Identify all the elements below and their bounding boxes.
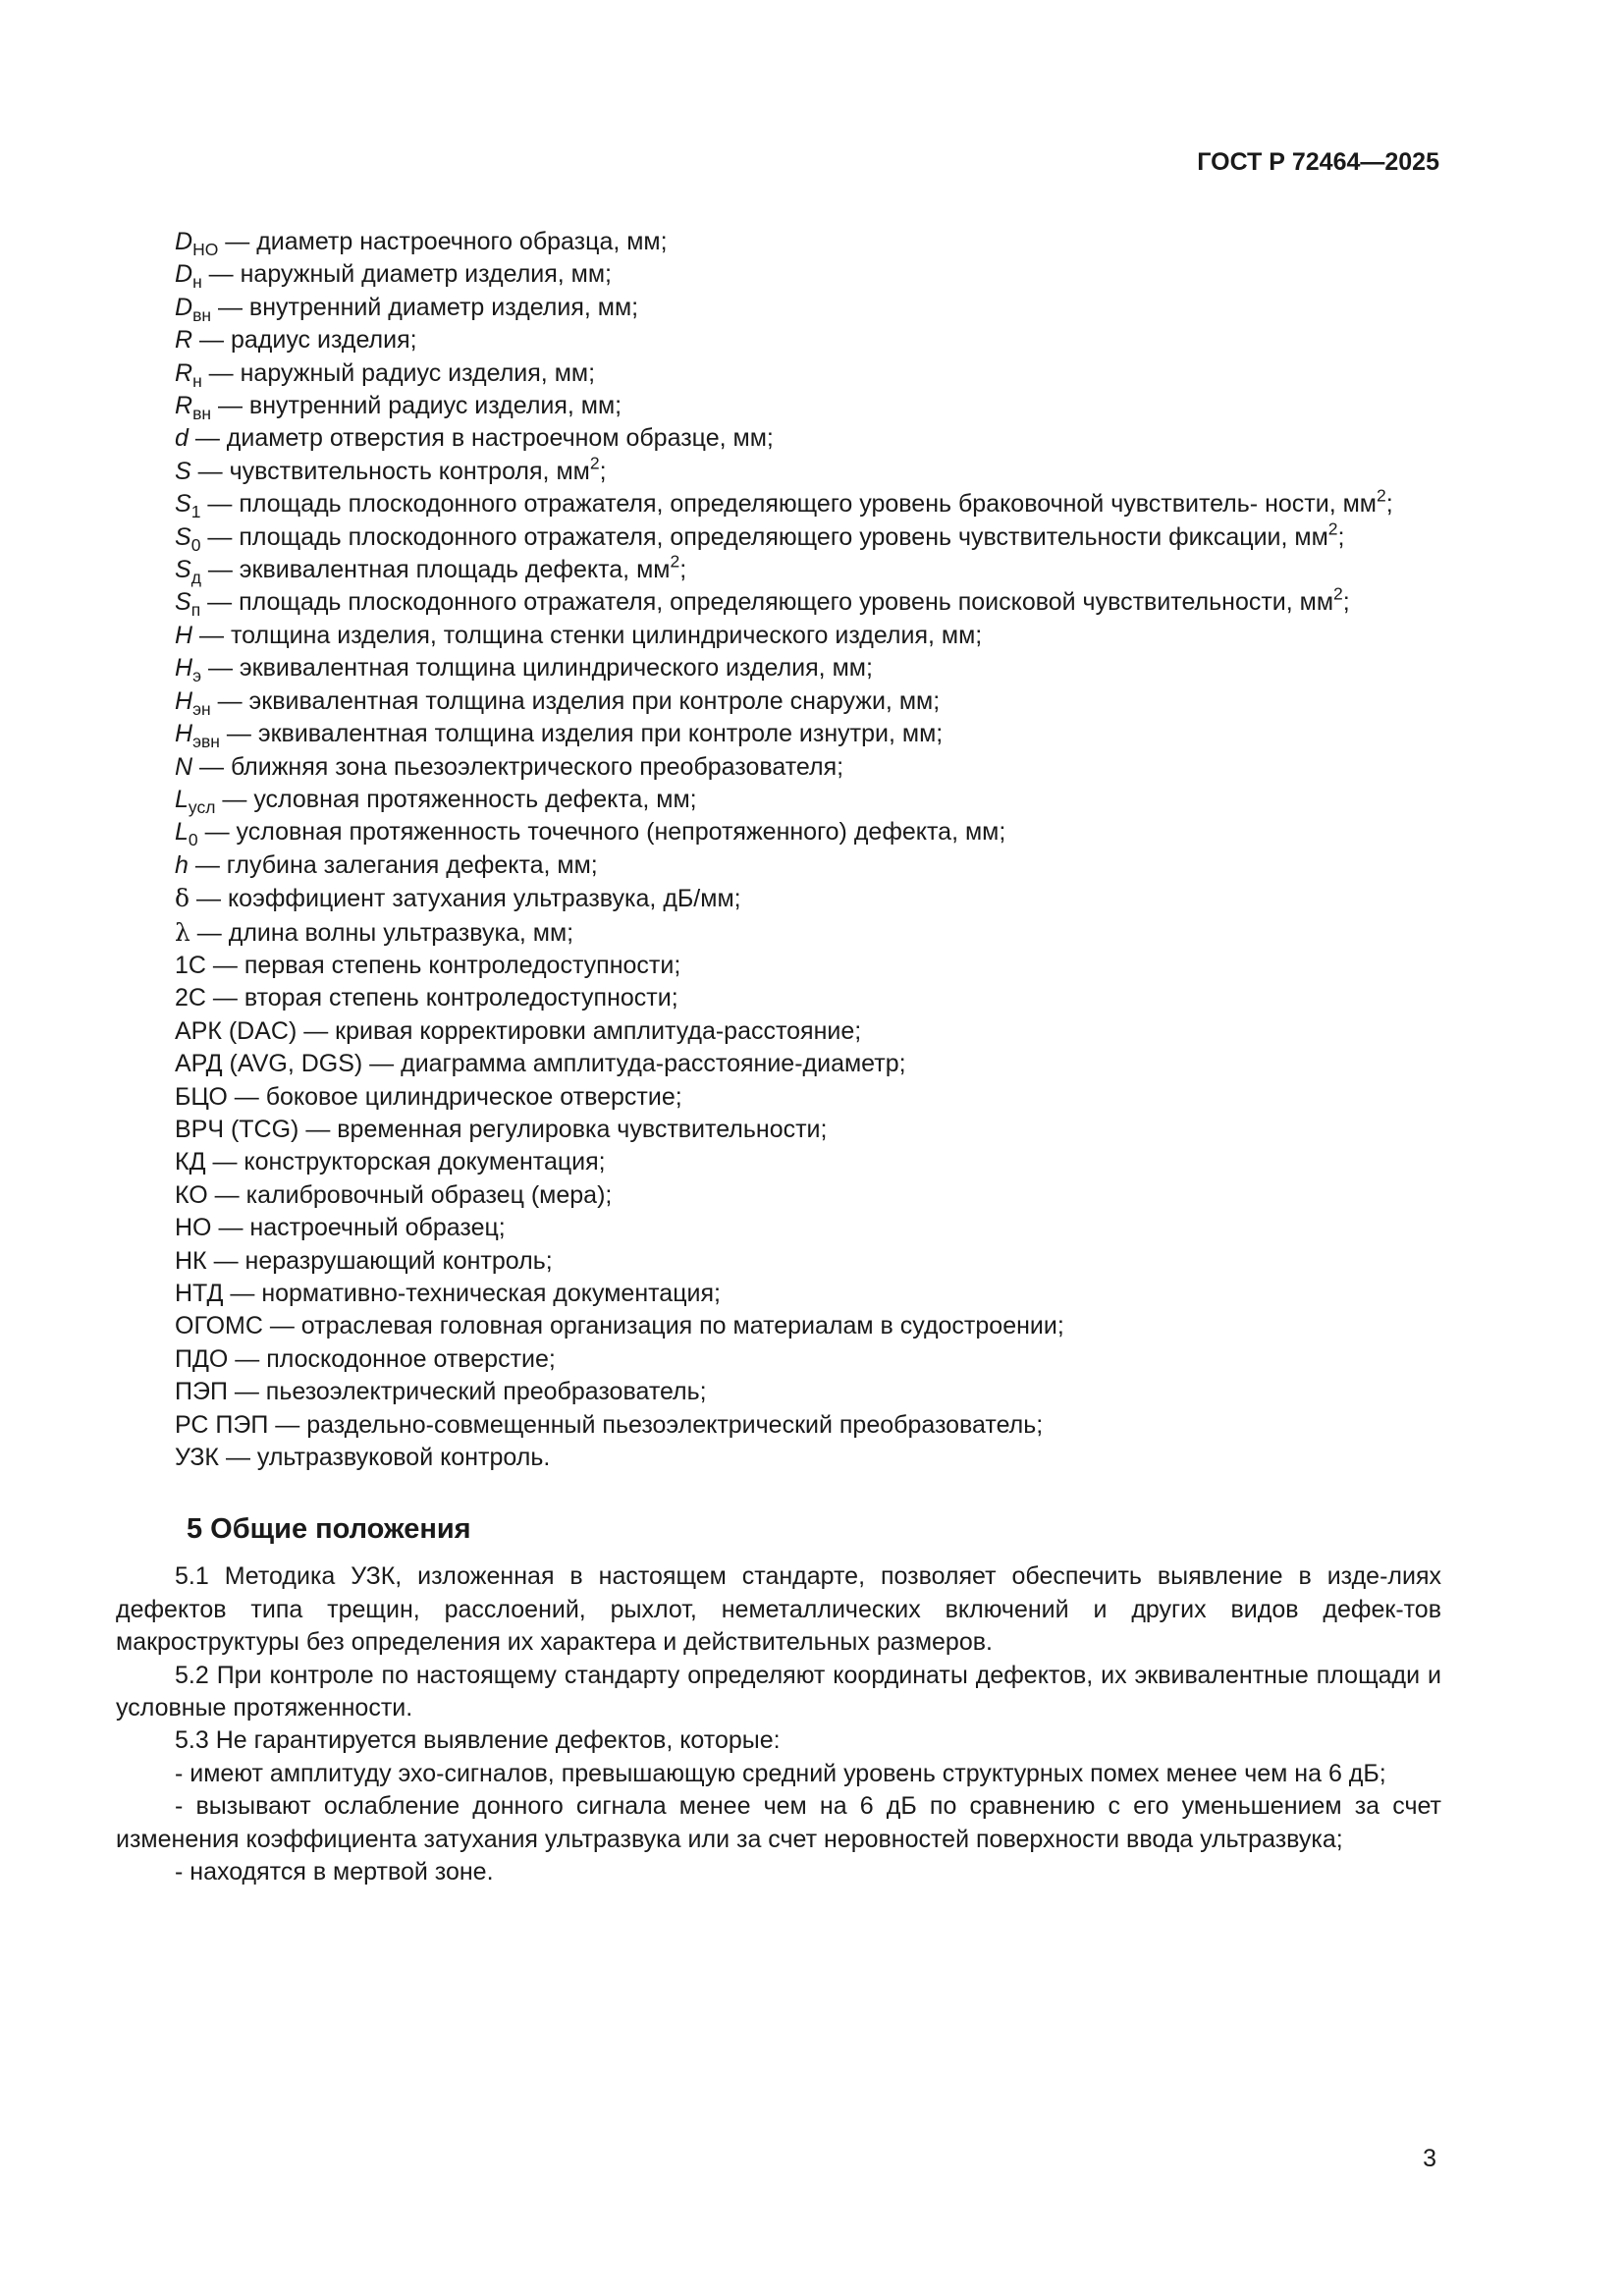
symbol: R (175, 392, 193, 420)
abbreviation-definition: КД — конструкторская документация; (175, 1148, 606, 1176)
symbol-description: — глубина залегания дефекта, мм; (188, 850, 598, 879)
symbol-description: — эквивалентная толщина цилиндрического изделия, мм; (201, 654, 873, 683)
symbol-description-continued: мм (1294, 522, 1328, 551)
symbol-definition (116, 816, 1441, 848)
abbreviation-definition: ПДО — плоскодонное отверстие; (175, 1344, 556, 1373)
unit-superscript: 2 (1327, 519, 1338, 539)
punctuation: ; (599, 457, 607, 485)
symbol: S (175, 457, 191, 485)
symbol-subscript: 1 (190, 502, 201, 522)
symbol-subscript: 0 (190, 534, 201, 555)
abbreviation-definition: КО — калибровочный образец (мера); (175, 1180, 613, 1209)
symbol-description: — площадь плоскодонного отражателя, определяющего уровень чувствительности фиксации, (200, 522, 1288, 551)
abbreviation-definition: ОГОМС — отраслевая головная организация по материалам в судостроении; (175, 1312, 1064, 1340)
symbol-definition (116, 652, 1441, 684)
symbol-definition (116, 226, 1441, 258)
symbol-description: — площадь плоскодонного отражателя, определяющего уровень поисковой чувствительности, (200, 588, 1293, 617)
symbol: λ (175, 917, 190, 947)
symbol-subscript: эвн (192, 732, 220, 752)
symbol-description: — чувствительность контроля, мм (190, 457, 590, 485)
symbol-subscript: д (190, 568, 201, 588)
abbreviation-definition: АРД (AVG, DGS) — диаграмма амплитуда-расстояние-диаметр; (175, 1050, 906, 1078)
symbol-subscript: н (192, 272, 202, 293)
symbol-definition (116, 390, 1441, 422)
symbol: H (175, 686, 193, 715)
symbol-subscript: п (190, 600, 201, 621)
abbreviation-definition: БЦО — боковое цилиндрическое отверстие; (175, 1082, 682, 1111)
symbol: h (175, 850, 189, 879)
symbol-definition (116, 916, 1441, 950)
symbol-description: — диаметр отверстия в настроечном образце, мм; (188, 424, 774, 453)
symbol-description: — эквивалентная площадь дефекта, мм (200, 556, 671, 584)
symbol-description: — длина волны ультразвука, мм; (189, 918, 574, 947)
section-title: 5 Общие положения (187, 1513, 471, 1546)
symbol: R (175, 358, 193, 387)
abbreviation-definition: ВРЧ (TCG) — временная регулировка чувствительности; (175, 1115, 828, 1143)
symbol-definition (116, 583, 1441, 621)
symbol-definition (116, 620, 1441, 652)
symbols-list (116, 226, 1441, 950)
symbol-description: — эквивалентная толщина изделия при контроле изнутри, мм; (219, 720, 944, 748)
symbol-description: — условная протяженность дефекта, мм; (215, 785, 697, 813)
symbol-definition (116, 685, 1441, 718)
paragraph-5-2: 5.2 При контроле по настоящему стандарту определяют координаты дефектов, их эквивалентные площади и условные протяженности. (116, 1661, 1441, 1722)
symbol-definition (116, 258, 1441, 291)
abbreviation-definition: НО — настроечный образец; (175, 1214, 506, 1242)
symbol-subscript: 0 (188, 830, 198, 850)
abbreviations-list (116, 950, 1441, 1475)
symbol-definition (116, 551, 1441, 588)
unit-superscript: 2 (670, 551, 680, 572)
symbol-subscript: усл (188, 797, 216, 818)
symbol-subscript: вн (192, 404, 212, 424)
symbol-definition (116, 453, 1441, 488)
page-number: 3 (1423, 2145, 1436, 2172)
abbreviation-definition: РС ПЭП — раздельно-совмещенный пьезоэлектрический преобразователь; (175, 1410, 1044, 1439)
paragraph-5-1: 5.1 Методика УЗК, изложенная в настоящем стандарте, позволяет обеспечить выявление в изде-лиях дефектов типа трещин, расслоений, рыхлот, неметаллических включений и других видов дефек-тов макроструктуры без определения их характера и действительных размеров. (116, 1562, 1441, 1657)
abbreviation-definition: НК — неразрушающий контроль; (175, 1246, 553, 1275)
symbol: D (175, 260, 193, 289)
symbol-definition (116, 422, 1441, 455)
symbol-description: — радиус изделия; (192, 326, 417, 355)
abbreviation-definition: 2С — вторая степень контроледоступности; (175, 984, 678, 1012)
symbol-description: — внутренний диаметр изделия, мм; (211, 293, 639, 321)
symbol-definition (116, 292, 1441, 324)
abbreviation-definition: 1С — первая степень контроледоступности; (175, 951, 681, 979)
symbol: H (175, 621, 193, 649)
unit-superscript: 2 (1333, 583, 1343, 604)
symbol-description: — толщина изделия, толщина стенки цилиндрического изделия, мм; (192, 621, 983, 649)
symbol-description-continued: ности, мм (1265, 490, 1377, 519)
symbol-subscript: эн (192, 698, 211, 719)
symbol: S (175, 556, 191, 584)
symbol-definition (116, 751, 1441, 784)
symbol-definition (116, 882, 1441, 915)
list-item: - вызывают ослабление донного сигнала менее чем на 6 дБ по сравнению с его уменьшением за счет изменения коэффициента затухания ультразвука или за счет неровностей поверхности ввода ультразвука; (116, 1792, 1441, 1853)
symbol: H (175, 654, 193, 683)
document-content (116, 226, 1441, 1889)
symbol: δ (175, 884, 190, 913)
symbol-description: — наружный диаметр изделия, мм; (201, 260, 613, 289)
symbol-description: — ближняя зона пьезоэлектрического преобразователя; (192, 752, 844, 781)
punctuation: ; (1342, 588, 1350, 617)
unit-superscript: 2 (589, 453, 600, 473)
symbol-definition (116, 324, 1441, 356)
symbol-subscript: НО (192, 240, 219, 260)
symbol-subscript: э (192, 666, 201, 686)
symbol-definition (116, 521, 1441, 554)
symbol: d (175, 424, 189, 453)
abbreviation-definition: УЗК — ультразвуковой контроль. (175, 1444, 551, 1472)
symbol: H (175, 720, 193, 748)
symbol-description: — наружный радиус изделия, мм; (201, 358, 596, 387)
symbol: D (175, 228, 193, 255)
symbol-definition (116, 718, 1441, 750)
list-item: - находятся в мертвой зоне. (175, 1858, 494, 1886)
symbol-description: — условная протяженность точечного (непротяженного) дефекта, мм; (197, 818, 1006, 847)
list-item: - имеют амплитуду эхо-сигналов, превышающую средний уровень структурных помех менее чем на 6 дБ; (175, 1759, 1386, 1787)
symbol-definition (116, 784, 1441, 816)
symbol-definition (116, 849, 1441, 882)
punctuation: ; (1385, 490, 1393, 519)
document-header: ГОСТ Р 72464—2025 (1197, 148, 1439, 176)
abbreviation-definition: НТД — нормативно-техническая документация; (175, 1280, 721, 1307)
symbol-description: — диаметр настроечного образца, мм; (218, 228, 668, 255)
paragraph-5-3: 5.3 Не гарантируется выявление дефектов, которые: (175, 1726, 781, 1755)
symbol: L (175, 818, 189, 847)
symbol-description: — эквивалентная толщина изделия при контроле снаружи, мм; (210, 686, 941, 715)
symbol-description-continued: мм (1299, 588, 1334, 617)
symbol-description: — коэффициент затухания ультразвука, дБ/мм; (189, 885, 741, 913)
symbol: L (175, 785, 189, 813)
symbol-description: — внутренний радиус изделия, мм; (211, 392, 622, 420)
symbol: S (175, 490, 191, 519)
unit-superscript: 2 (1376, 485, 1386, 506)
symbol-definition (116, 357, 1441, 390)
punctuation: ; (679, 556, 687, 584)
symbol-description: — площадь плоскодонного отражателя, определяющего уровень браковочной чувствитель- (200, 490, 1259, 519)
section-body (116, 1560, 1441, 1888)
abbreviation-definition: АРК (DAC) — кривая корректировки амплитуда-расстояние; (175, 1016, 862, 1045)
symbol: D (175, 293, 193, 321)
symbol-subscript: вн (192, 304, 212, 325)
symbol: N (175, 752, 193, 781)
symbol: R (175, 326, 193, 355)
abbreviation-definition: ПЭП — пьезоэлектрический преобразователь; (175, 1378, 707, 1406)
symbol: S (175, 522, 191, 551)
punctuation: ; (1337, 522, 1345, 551)
symbol: S (175, 588, 191, 617)
symbol-subscript: н (192, 370, 202, 391)
symbol-definition (116, 485, 1441, 522)
